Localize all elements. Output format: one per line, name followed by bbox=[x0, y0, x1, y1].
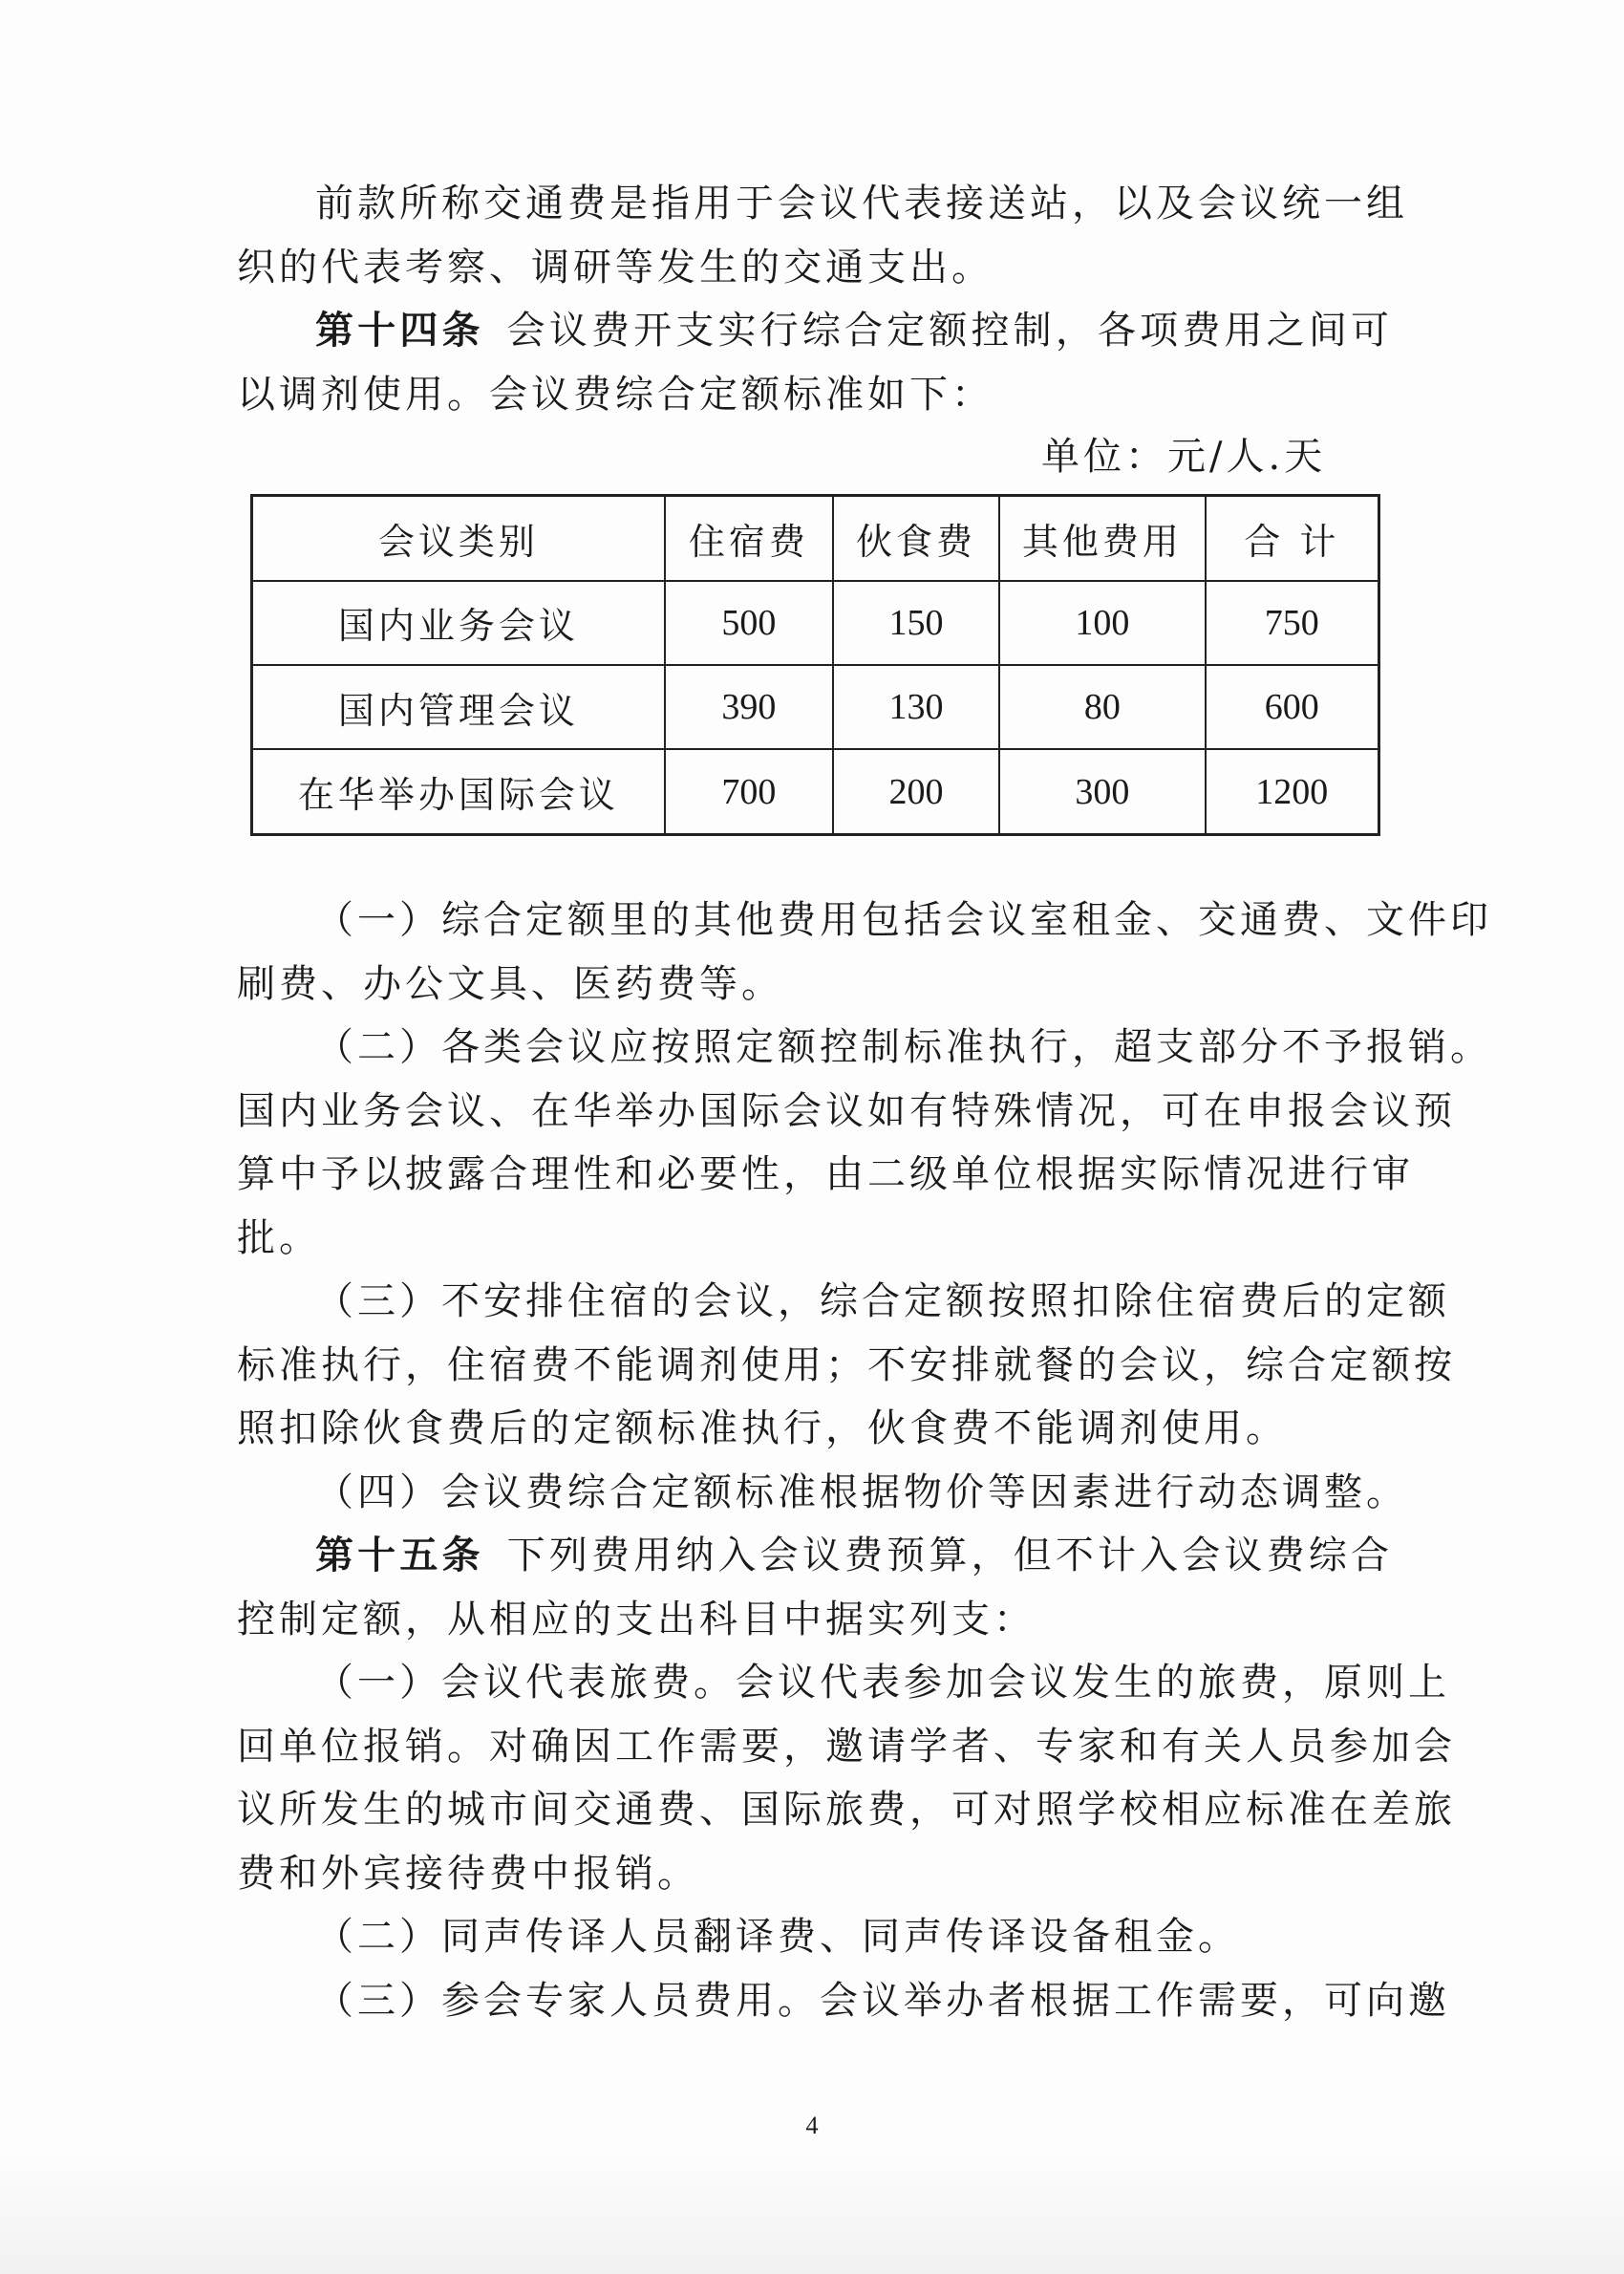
text-line: 织的代表考察、调研等发生的交通支出。 bbox=[237, 246, 994, 290]
text-line: （一）综合定额里的其他费用包括会议室租金、交通费、文件印 bbox=[315, 898, 1492, 942]
table-cell: 300 bbox=[999, 749, 1206, 834]
article-14-text: 会议费开支实行综合定额控制，各项费用之间可 bbox=[506, 309, 1394, 353]
text-line: 费和外宾接待费中报销。 bbox=[237, 1852, 699, 1896]
table-cell: 在华举办国际会议 bbox=[252, 749, 665, 834]
text-line: （二）同声传译人员翻译费、同声传译设备租金。 bbox=[315, 1915, 1240, 1959]
text-line: （四）会议费综合定额标准根据物价等因素进行动态调整。 bbox=[315, 1470, 1408, 1514]
table-cell: 500 bbox=[665, 581, 833, 665]
header-other: 其他费用 bbox=[999, 496, 1206, 581]
text-line: 标准执行，住宿费不能调剂使用；不安排就餐的会议，综合定额按 bbox=[237, 1343, 1456, 1387]
table-cell: 国内管理会议 bbox=[252, 665, 665, 749]
text-line: （三）参会专家人员费用。会议举办者根据工作需要，可向邀 bbox=[315, 1979, 1450, 2023]
header-total: 合 计 bbox=[1206, 496, 1379, 581]
article-15-line bbox=[315, 1529, 1393, 1582]
table-cell: 150 bbox=[833, 581, 999, 665]
text-line: 算中予以披露合理性和必要性，由二级单位根据实际情况进行审 bbox=[237, 1152, 1414, 1196]
table-cell: 200 bbox=[833, 749, 999, 834]
text-line: 照扣除伙食费后的定额标准执行，伙食费不能调剂使用。 bbox=[237, 1406, 1288, 1450]
table-cell: 600 bbox=[1206, 665, 1379, 749]
text-line: （二）各类会议应按照定额控制标准执行，超支部分不予报销。 bbox=[315, 1025, 1492, 1069]
text-line: 前款所称交通费是指用于会议代表接送站，以及会议统一组 bbox=[315, 182, 1408, 225]
text-line: 回单位报销。对确因工作需要，邀请学者、专家和有关人员参加会 bbox=[237, 1725, 1456, 1769]
scan-shadow bbox=[0, 2155, 1624, 2274]
text-line: 国内业务会议、在华举办国际会议如有特殊情况，可在申报会议预 bbox=[237, 1089, 1456, 1133]
table-cell: 390 bbox=[665, 665, 833, 749]
article-14-title: 第十四条 bbox=[315, 308, 484, 353]
table-row bbox=[252, 665, 1379, 749]
text-line: （三）不安排住宿的会议，综合定额按照扣除住宿费后的定额 bbox=[315, 1279, 1450, 1323]
table-cell: 国内业务会议 bbox=[252, 581, 665, 665]
table-cell: 100 bbox=[999, 581, 1206, 665]
page-number: 4 bbox=[805, 2112, 819, 2139]
article-15-text: 下列费用纳入会议费预算，但不计入会议费综合 bbox=[506, 1534, 1394, 1577]
table-row bbox=[252, 749, 1379, 834]
table-cell: 130 bbox=[833, 665, 999, 749]
text-line: 刷费、办公文具、医药费等。 bbox=[237, 962, 783, 1006]
table-cell: 1200 bbox=[1206, 749, 1379, 834]
article-15-title: 第十五条 bbox=[315, 1533, 484, 1577]
header-category: 会议类别 bbox=[252, 496, 665, 581]
header-lodging: 住宿费 bbox=[665, 496, 833, 581]
text-line: （一）会议代表旅费。会议代表参加会议发生的旅费，原则上 bbox=[315, 1661, 1450, 1705]
table-header-row bbox=[252, 496, 1379, 581]
unit-label: 单位：元/人.天 bbox=[1041, 435, 1327, 479]
table-cell: 80 bbox=[999, 665, 1206, 749]
text-line: 批。 bbox=[237, 1216, 321, 1260]
table-cell: 750 bbox=[1206, 581, 1379, 665]
table-row bbox=[252, 581, 1379, 665]
meeting-fee-table bbox=[250, 494, 1380, 836]
text-line: 议所发生的城市间交通费、国际旅费，可对照学校相应标准在差旅 bbox=[237, 1788, 1456, 1832]
text-line: 以调剂使用。会议费综合定额标准如下： bbox=[237, 373, 994, 417]
text-line: 控制定额，从相应的支出科目中据实列支： bbox=[237, 1598, 1036, 1641]
header-meals: 伙食费 bbox=[833, 496, 999, 581]
article-14-line bbox=[315, 304, 1393, 357]
table-cell: 700 bbox=[665, 749, 833, 834]
